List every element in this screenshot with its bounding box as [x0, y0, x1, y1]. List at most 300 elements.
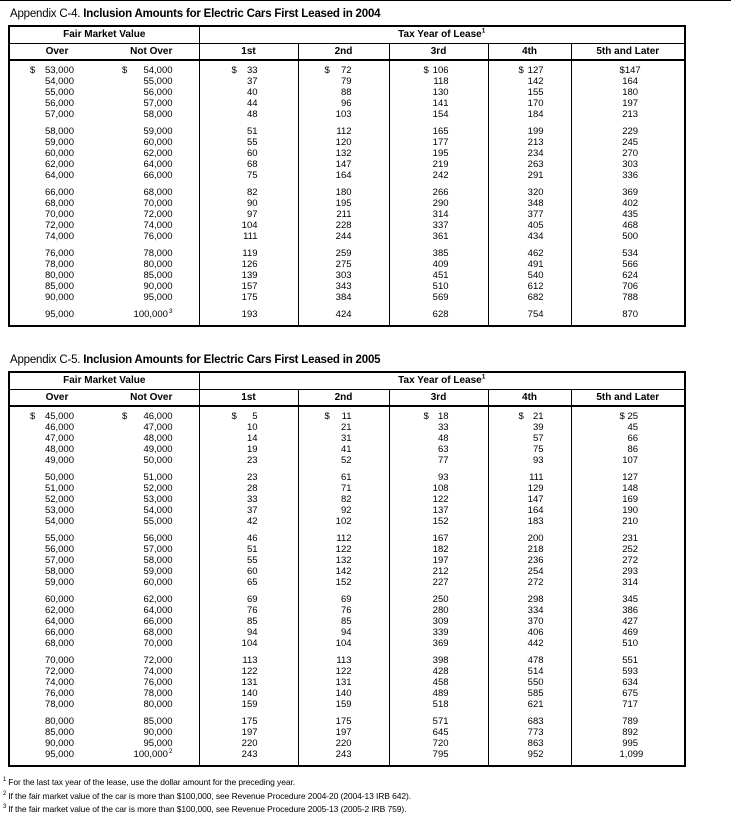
table-row: [9, 137, 685, 148]
table-cell: 62,000: [143, 148, 173, 159]
year4-column-header: 4th: [488, 389, 571, 406]
table-cell: 66: [571, 433, 685, 444]
table-cell: 57,000: [44, 555, 74, 566]
table-row: [9, 699, 685, 710]
table-cell: 90,000: [44, 738, 74, 749]
table-row: [9, 555, 685, 566]
table-cell: 717: [571, 699, 685, 710]
table-cell: $ 5: [199, 406, 298, 422]
table-row: [9, 270, 685, 281]
table-cell: 64,000: [143, 605, 173, 616]
table-cell: 180: [571, 87, 685, 98]
table-cell: 213: [571, 109, 685, 120]
table-cell: 96: [298, 98, 389, 109]
table-cell: 48,000: [143, 433, 173, 444]
dollar-sign: $: [423, 65, 429, 76]
table-cell: 122: [199, 666, 298, 677]
table-cell: 54,000: [44, 76, 74, 87]
table-cell: 478: [488, 649, 571, 666]
table-cell: 140: [298, 688, 389, 699]
table-cell: 254: [488, 566, 571, 577]
table-cell: 55,000: [143, 516, 173, 527]
table-cell: 49,000: [44, 455, 74, 466]
table-cell: 48: [199, 109, 298, 120]
table-cell: 320: [488, 181, 571, 198]
table-cell: 71: [298, 483, 389, 494]
table-cell: 60: [199, 148, 298, 159]
table-row: [9, 109, 685, 120]
footnote-marker: 2: [168, 747, 173, 755]
year1-column-header: 1st: [199, 43, 298, 60]
appendix-c5-title: [10, 354, 731, 366]
year5-column-header: 5th and Later: [571, 43, 685, 60]
table-cell: 56,000: [143, 533, 173, 544]
table-cell: 58,000: [44, 126, 74, 137]
dollar-sign: $: [324, 65, 330, 76]
table-cell: 152: [389, 516, 488, 527]
appendix-c4-title-text: Inclusion Amounts for Electric Cars First Leased in 2004: [83, 8, 381, 20]
table-cell: 55: [199, 137, 298, 148]
table-cell: 489: [389, 688, 488, 699]
table-cell: 127: [571, 466, 685, 483]
table-cell: 275: [298, 259, 389, 270]
table-cell: 78,000: [44, 259, 74, 270]
table-cell: 21: [298, 422, 389, 433]
table-cell: 343: [298, 281, 389, 292]
table-cell: 169: [571, 494, 685, 505]
table-cell: $ 53,000: [30, 65, 74, 76]
table-cell: 177: [389, 137, 488, 148]
table-cell: 57: [488, 433, 571, 444]
table-cell: 131: [298, 677, 389, 688]
table-cell: 229: [571, 120, 685, 137]
table-cell: 10: [199, 422, 298, 433]
dollar-sign: $: [518, 65, 524, 76]
table-row: [9, 527, 685, 544]
table-cell: 435: [571, 209, 685, 220]
table-cell: 773: [488, 727, 571, 738]
table-cell: 182: [389, 544, 488, 555]
table-cell: 85: [199, 616, 298, 627]
table-cell: 514: [488, 666, 571, 677]
table-cell: 220: [298, 738, 389, 749]
dollar-sign: $: [619, 411, 625, 422]
table-cell: 244: [298, 231, 389, 242]
table-cell: 309: [389, 616, 488, 627]
table-row: [9, 627, 685, 638]
table-cell: 55,000: [44, 87, 74, 98]
table-cell: 14: [199, 433, 298, 444]
table-cell: 227: [389, 577, 488, 588]
table-cell: 78,000: [143, 688, 173, 699]
table-cell: 66,000: [44, 187, 74, 198]
table-cell: 104: [298, 638, 389, 649]
footnote-2-text: If the fair market value of the car is more than $100,000, see Revenue Procedure 2004-20 (2004-13 IRB 642).: [8, 790, 411, 801]
table-cell: 621: [488, 699, 571, 710]
table-row: [9, 616, 685, 627]
footnote-3: [3, 803, 731, 817]
dollar-sign: $: [30, 411, 36, 422]
table-cell: 23: [199, 466, 298, 483]
year2-column-header: 2nd: [298, 43, 389, 60]
table-cell: 104: [199, 220, 298, 231]
table-row: [9, 505, 685, 516]
table-cell: 361: [389, 231, 488, 242]
table-cell: 290: [389, 198, 488, 209]
table-cell: 63: [389, 444, 488, 455]
table-cell: 242: [389, 170, 488, 181]
table-cell: 51,000: [44, 483, 74, 494]
table-cell: 131: [199, 677, 298, 688]
table-cell: 60,000: [143, 577, 173, 588]
table-cell: 56,000: [143, 87, 173, 98]
table-cell: 164: [298, 170, 389, 181]
table-row: [9, 159, 685, 170]
table-cell: 80,000: [44, 716, 74, 727]
table-cell: 462: [488, 242, 571, 259]
table-cell: 107: [571, 455, 685, 466]
table-cell: 48: [389, 433, 488, 444]
table-cell: 193: [199, 303, 298, 326]
table-cell: 280: [389, 605, 488, 616]
footnote-3-text: If the fair market value of the car is more than $100,000, see Revenue Procedure 2005-13 (2005-2 IRB 759).: [8, 804, 407, 814]
table-cell: 59,000: [44, 137, 74, 148]
table-cell: 85: [298, 616, 389, 627]
table-row: [9, 677, 685, 688]
table-cell: 70,000: [143, 198, 173, 209]
table-cell: 424: [298, 303, 389, 326]
table-row: [9, 605, 685, 616]
footnotes: [3, 776, 731, 817]
footnote-marker: 3: [168, 307, 173, 315]
table-cell: 113: [199, 649, 298, 666]
not-over-column-header: Not Over: [104, 389, 199, 406]
table-row: [9, 181, 685, 198]
table-cell: 90,000: [44, 292, 74, 303]
table-cell: 51: [199, 544, 298, 555]
table-cell: 236: [488, 555, 571, 566]
table-cell: 250: [389, 588, 488, 605]
table-cell: 41: [298, 444, 389, 455]
table-cell: 93: [488, 455, 571, 466]
table-cell: 66,000: [44, 627, 74, 638]
table-cell: 892: [571, 727, 685, 738]
table-cell: 119: [199, 242, 298, 259]
table-cell: 94: [298, 627, 389, 638]
table-cell: 57,000: [143, 98, 173, 109]
appendix-c5-title-text: Inclusion Amounts for Electric Cars First Leased in 2005: [83, 354, 381, 366]
table-cell: 593: [571, 666, 685, 677]
table-cell: 706: [571, 281, 685, 292]
table-cell: 58,000: [44, 566, 74, 577]
table-cell: 85,000: [143, 270, 173, 281]
table-cell: 74,000: [44, 677, 74, 688]
table-row: [9, 170, 685, 181]
over-column-header: Over: [9, 43, 104, 60]
table-cell: 510: [389, 281, 488, 292]
table-cell: 56,000: [44, 544, 74, 555]
appendix-c5-title-prefix: Appendix C-5.: [10, 354, 81, 366]
not-over-column-header: Not Over: [104, 43, 199, 60]
table-cell: $ 127: [488, 60, 571, 76]
table-cell: 377: [488, 209, 571, 220]
table-cell: 164: [571, 76, 685, 87]
table-cell: 132: [298, 555, 389, 566]
table-cell: 85,000: [44, 281, 74, 292]
table-cell: 510: [571, 638, 685, 649]
table-cell: 370: [488, 616, 571, 627]
table-cell: 468: [571, 220, 685, 231]
table-cell: 58,000: [143, 109, 173, 120]
inclusion-table-2004: [8, 25, 686, 327]
table-cell: 345: [571, 588, 685, 605]
table-cell: $ 33: [199, 60, 298, 76]
table-cell: 94: [199, 627, 298, 638]
inclusion-table-2005: [8, 371, 686, 767]
table-cell: 197: [389, 555, 488, 566]
table-cell: $ 18: [389, 406, 488, 422]
table-cell: 148: [571, 483, 685, 494]
table-row: [9, 76, 685, 87]
table-cell: 72,000: [143, 655, 173, 666]
table-cell: 336: [571, 170, 685, 181]
table-cell: 293: [571, 566, 685, 577]
table-cell: 19: [199, 444, 298, 455]
table-cell: 60,000: [143, 137, 173, 148]
table-cell: 76: [298, 605, 389, 616]
table-row: [9, 60, 685, 76]
table-cell: 585: [488, 688, 571, 699]
table-row: [9, 483, 685, 494]
table-cell: 491: [488, 259, 571, 270]
table-cell: 86: [571, 444, 685, 455]
table-cell: 126: [199, 259, 298, 270]
dollar-sign: $: [324, 411, 330, 422]
tax-year-header-label: Tax Year of Lease: [398, 375, 482, 387]
table-row: [9, 727, 685, 738]
table-row: [9, 231, 685, 242]
table-row: [9, 148, 685, 159]
dollar-sign: $: [231, 65, 237, 76]
year1-column-header: 1st: [199, 389, 298, 406]
table-cell: 314: [389, 209, 488, 220]
table-row: [9, 516, 685, 527]
table-cell: 46: [199, 527, 298, 544]
appendix-c5-section: [8, 354, 731, 767]
table-cell: 122: [389, 494, 488, 505]
table-cell: 76,000: [44, 248, 74, 259]
table-cell: 337: [389, 220, 488, 231]
table-row: [9, 577, 685, 588]
table-cell: 61: [298, 466, 389, 483]
table-cell: 112: [298, 120, 389, 137]
table-cell: 303: [571, 159, 685, 170]
table-cell: 76: [199, 605, 298, 616]
table-cell: $ 106: [389, 60, 488, 76]
appendix-c4-section: [8, 8, 731, 327]
table-cell: 76,000: [143, 231, 173, 242]
table-cell: 76,000: [143, 677, 173, 688]
table-cell: 95,000: [143, 292, 173, 303]
dollar-sign: $: [30, 65, 36, 76]
year5-column-header: 5th and Later: [571, 389, 685, 406]
table-cell: 53,000: [143, 494, 173, 505]
table-cell: 788: [571, 292, 685, 303]
dollar-sign: $: [518, 411, 524, 422]
table-cell: 266: [389, 181, 488, 198]
table-cell: 720: [389, 738, 488, 749]
table-cell: 550: [488, 677, 571, 688]
table-cell: 23: [199, 455, 298, 466]
table-cell: 60: [199, 566, 298, 577]
table-cell: 442: [488, 638, 571, 649]
footnote-2: [3, 790, 731, 804]
table-row: [9, 422, 685, 433]
table-cell: 628: [389, 303, 488, 326]
table-cell: 132: [298, 148, 389, 159]
table-cell: 54,000: [143, 505, 173, 516]
table-cell: 60,000: [44, 148, 74, 159]
table-cell: 270: [571, 148, 685, 159]
table-cell: 31: [298, 433, 389, 444]
table-cell: 80,000: [44, 270, 74, 281]
table-cell: 175: [199, 710, 298, 727]
table-cell: 540: [488, 270, 571, 281]
table-cell: 348: [488, 198, 571, 209]
table-cell: 234: [488, 148, 571, 159]
table-cell: 46,000: [44, 422, 74, 433]
year2-column-header: 2nd: [298, 389, 389, 406]
table-row: [9, 494, 685, 505]
table-cell: 272: [571, 555, 685, 566]
table-cell: 130: [389, 87, 488, 98]
table-cell: 60,000: [44, 594, 74, 605]
table-cell: 195: [389, 148, 488, 159]
appendix-c4-title-prefix: Appendix C-4.: [10, 8, 81, 20]
table-cell: 369: [571, 181, 685, 198]
table-cell: 69: [298, 588, 389, 605]
table-cell: 339: [389, 627, 488, 638]
table-cell: 427: [571, 616, 685, 627]
table-cell: 64,000: [143, 159, 173, 170]
table-cell: 44: [199, 98, 298, 109]
tax-year-footnote-marker: 1: [481, 373, 486, 381]
table-cell: 231: [571, 527, 685, 544]
table-cell: 51,000: [143, 472, 173, 483]
table-cell: 571: [389, 710, 488, 727]
table-cell: 28: [199, 483, 298, 494]
table-cell: 386: [571, 605, 685, 616]
table-cell: 47,000: [44, 433, 74, 444]
table-cell: 76,000: [44, 688, 74, 699]
table-cell: 754: [488, 303, 571, 326]
table-cell: 65: [199, 577, 298, 588]
table-cell: 220: [199, 738, 298, 749]
table-cell: 90: [199, 198, 298, 209]
table-cell: 66,000: [143, 170, 173, 181]
table-cell: 54,000: [44, 516, 74, 527]
table-row: [9, 198, 685, 209]
table-cell: 682: [488, 292, 571, 303]
table-cell: 170: [488, 98, 571, 109]
table-cell: 95,000: [44, 749, 74, 760]
table-cell: 56,000: [44, 98, 74, 109]
table-row: [9, 259, 685, 270]
table-row: [9, 444, 685, 455]
table-cell: 59,000: [44, 577, 74, 588]
table-cell: 210: [571, 516, 685, 527]
table-row: [9, 406, 685, 422]
table-cell: $ 21: [488, 406, 571, 422]
table-cell: 75: [488, 444, 571, 455]
table-cell: 37: [199, 76, 298, 87]
table-row: [9, 242, 685, 259]
table-cell: 469: [571, 627, 685, 638]
dollar-sign: $: [122, 411, 128, 422]
table-row: [9, 544, 685, 555]
table-cell: 75: [199, 170, 298, 181]
table-cell: 45: [571, 422, 685, 433]
table-cell: 55,000: [44, 533, 74, 544]
year3-column-header: 3rd: [389, 389, 488, 406]
table-cell: 74,000: [44, 231, 74, 242]
table-cell: 184: [488, 109, 571, 120]
table-cell: 157: [199, 281, 298, 292]
table-cell: 95,000: [143, 738, 173, 749]
table-row: [9, 666, 685, 677]
table-cell: 85,000: [143, 716, 173, 727]
table-cell: 137: [389, 505, 488, 516]
table-cell: 152: [298, 577, 389, 588]
table-cell: $ 46,000: [122, 411, 173, 422]
table-cell: 55: [199, 555, 298, 566]
table-row: [9, 466, 685, 483]
table-cell: 211: [298, 209, 389, 220]
footnote-1-text: For the last tax year of the lease, use the dollar amount for the preceding year.: [8, 777, 295, 787]
table-cell: 218: [488, 544, 571, 555]
table-cell: 102: [298, 516, 389, 527]
tax-year-footnote-marker: 1: [481, 27, 486, 35]
table-cell: 68,000: [44, 638, 74, 649]
table-row: [9, 220, 685, 231]
table-cell: 59,000: [143, 126, 173, 137]
table-row: [9, 281, 685, 292]
table-row: [9, 749, 685, 766]
table-cell: 47,000: [143, 422, 173, 433]
table-cell: 72,000: [44, 666, 74, 677]
tax-year-header-label: Tax Year of Lease: [398, 29, 482, 41]
table-cell: 197: [298, 727, 389, 738]
table-cell: 70,000: [44, 655, 74, 666]
table-cell: 120: [298, 137, 389, 148]
table-cell: 108: [389, 483, 488, 494]
dollar-sign: $: [619, 65, 625, 76]
table-cell: 122: [298, 666, 389, 677]
table-cell: 139: [199, 270, 298, 281]
table-cell: 624: [571, 270, 685, 281]
table-cell: 104: [199, 638, 298, 649]
fair-market-value-header: Fair Market Value: [9, 26, 199, 43]
table-row: [9, 98, 685, 109]
table-cell: 219: [389, 159, 488, 170]
table-cell: 795: [389, 749, 488, 766]
table-cell: 458: [389, 677, 488, 688]
table-row: [9, 87, 685, 98]
table-cell: 64,000: [44, 170, 74, 181]
dollar-sign: $: [423, 411, 429, 422]
table-cell: 103: [298, 109, 389, 120]
table-cell: 57,000: [44, 109, 74, 120]
